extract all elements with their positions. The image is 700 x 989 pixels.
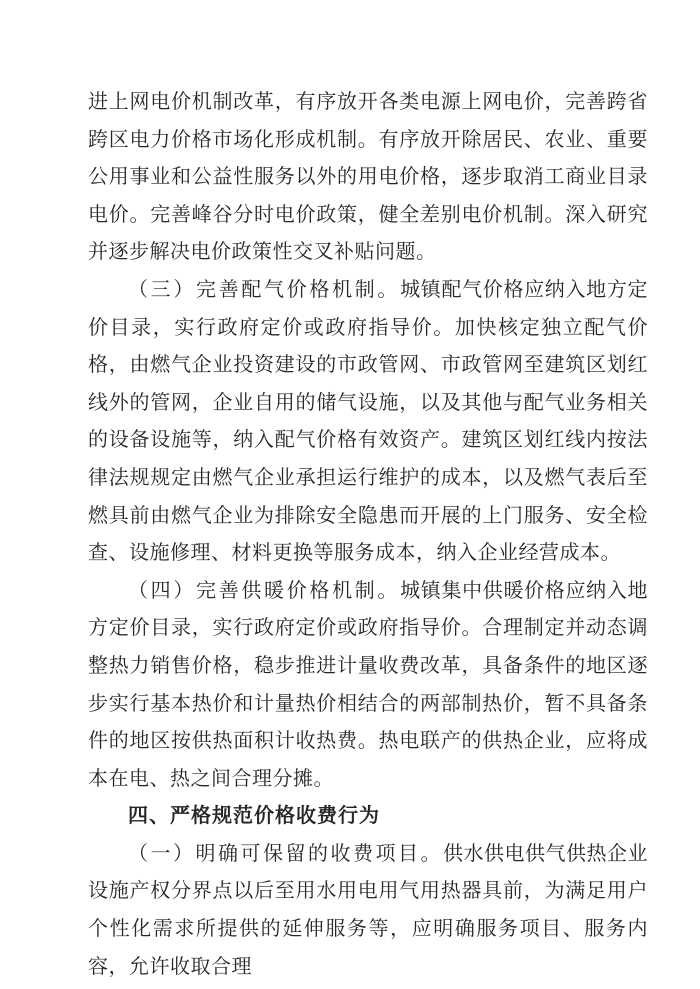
section-heading-text: 四、严格规范价格收费行为 <box>128 805 380 828</box>
paragraph-lead: （四）完善供暖价格机制。 <box>128 579 401 602</box>
paragraph-section-4 <box>88 573 648 799</box>
paragraph-continuation <box>88 84 648 272</box>
paragraph-lead: （一）明确可保留的收费项目。 <box>128 842 443 865</box>
paragraph-text: 城镇配气价格应纳入地方定价目录，实行政府定价或政府指导价。加快核定独立配气价格，由燃气企业投资建设的市政管网、市政管网至建筑区划红线外的管网，企业自用的储气设施，以及其他与配气业务相关的设备设施等，纳入配气价格有效资产。建筑区划红线内按法律法规规定由燃气企业承担运行维护的成本，以及燃气表后至燃具前由燃气企业为排除安全隐患而开展的上门服务、安全检查、设施修理、材料更换等服务成本，纳入企业经营成本。 <box>88 278 649 565</box>
paragraph-section-1 <box>88 836 648 986</box>
paragraph-text: 城镇集中供暖价格应纳入地方定价目录，实行政府定价或政府指导价。合理制定并动态调整热力销售价格，稳步推进计量收费改革，具备条件的地区逐步实行基本热价和计量热价相结合的两部制热价，暂不具备条件的地区按供热面积计收热费。热电联产的供热企业，应将成本在电、热之间合理分摊。 <box>88 579 649 790</box>
section-heading <box>88 798 648 836</box>
paragraph-text: 进上网电价机制改革，有序放开各类电源上网电价，完善跨省跨区电力价格市场化形成机制。有序放开除居民、农业、重要公用事业和公益性服务以外的用电价格，逐步取消工商业目录电价。完善峰谷分时电价政策，健全差别电价机制。深入研究并逐步解决电价政策性交叉补贴问题。 <box>88 91 648 264</box>
document-body <box>88 84 648 986</box>
paragraph-lead: （三）完善配气价格机制。 <box>128 278 401 301</box>
paragraph-section-3 <box>88 272 648 573</box>
paragraph-text: 供水供电供气供热企业设施产权分界点以后至用水用电用气用热器具前，为满足用户个性化需求所提供的延伸服务等，应明确服务项目、服务内容，允许收取合理 <box>88 842 648 978</box>
